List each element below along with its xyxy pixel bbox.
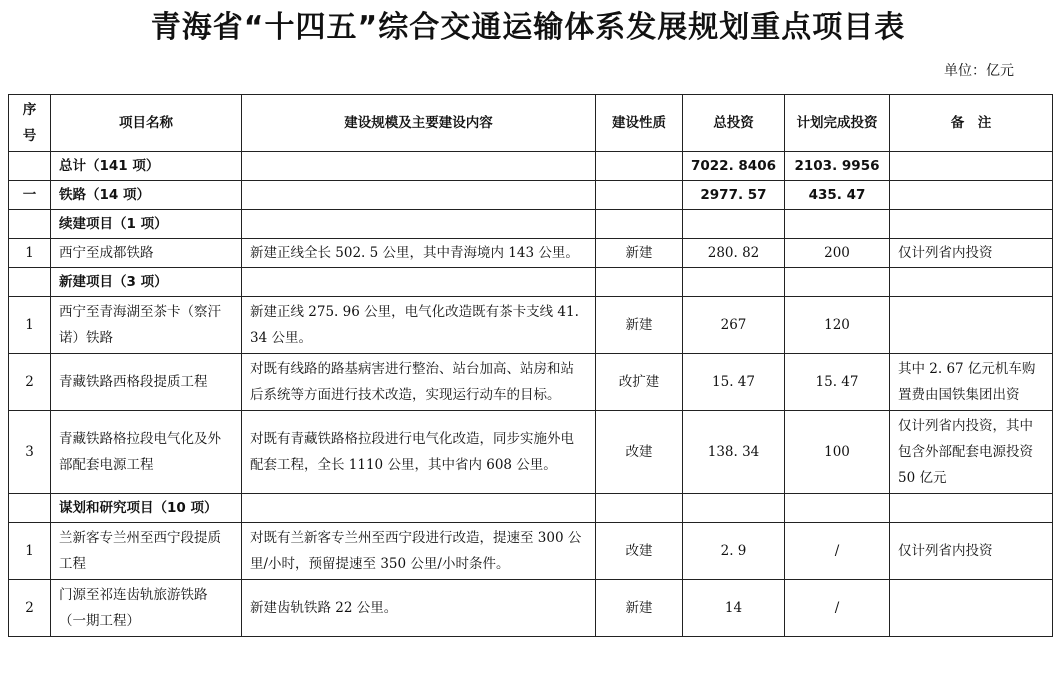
row-nature: 改建 — [596, 411, 683, 494]
row-planned: / — [785, 580, 890, 637]
header-nature: 建设性质 — [596, 95, 683, 152]
row-invest: 280. 82 — [683, 239, 785, 268]
row-name: 青藏铁路格拉段电气化及外部配套电源工程 — [51, 411, 242, 494]
section-new: 新建项目（3 项） — [51, 268, 242, 297]
row-content: 对既有兰新客专兰州至西宁段进行改造，提速至 300 公里/小时，预留提速至 350 公里/小时条件。 — [242, 523, 596, 580]
row-name: 门源至祁连齿轨旅游铁路（一期工程） — [51, 580, 242, 637]
row-invest: 2. 9 — [683, 523, 785, 580]
row-name: 西宁至青海湖至茶卡（察汗诺）铁路 — [51, 297, 242, 354]
railway-planned: 435. 47 — [785, 181, 890, 210]
row-nature: 新建 — [596, 239, 683, 268]
row-invest: 15. 47 — [683, 354, 785, 411]
section-row — [9, 210, 1053, 239]
railway-name: 铁路（14 项） — [51, 181, 242, 210]
header-no: 序号 — [9, 95, 51, 152]
section-row — [9, 268, 1053, 297]
railway-row — [9, 181, 1053, 210]
header-note: 备 注 — [890, 95, 1053, 152]
row-no: 2 — [9, 580, 51, 637]
unit-label: 单位：亿元 — [944, 63, 1014, 79]
section-continuing: 续建项目（1 项） — [51, 210, 242, 239]
project-table — [8, 94, 1053, 637]
row-note: 其中 2. 67 亿元机车购置费由国铁集团出资 — [890, 354, 1053, 411]
row-note — [890, 297, 1053, 354]
row-name: 青藏铁路西格段提质工程 — [51, 354, 242, 411]
total-planned: 2103. 9956 — [785, 152, 890, 181]
total-name: 总计（141 项） — [51, 152, 242, 181]
table-row — [9, 297, 1053, 354]
row-note: 仅计列省内投资，其中包含外部配套电源投资 50 亿元 — [890, 411, 1053, 494]
railway-no: 一 — [9, 181, 51, 210]
row-planned: 200 — [785, 239, 890, 268]
row-name: 西宁至成都铁路 — [51, 239, 242, 268]
table-row — [9, 354, 1053, 411]
table-row — [9, 239, 1053, 268]
header-planned: 计划完成投资 — [785, 95, 890, 152]
row-planned: 15. 47 — [785, 354, 890, 411]
row-nature: 改扩建 — [596, 354, 683, 411]
row-content: 新建齿轨铁路 22 公里。 — [242, 580, 596, 637]
row-nature: 新建 — [596, 297, 683, 354]
total-row — [9, 152, 1053, 181]
row-invest: 267 — [683, 297, 785, 354]
row-planned: 120 — [785, 297, 890, 354]
row-note: 仅计列省内投资 — [890, 523, 1053, 580]
row-content: 对既有青藏铁路格拉段进行电气化改造，同步实施外电配套工程，全长 1110 公里，其中省内 608 公里。 — [242, 411, 596, 494]
row-content: 新建正线全长 502. 5 公里，其中青海境内 143 公里。 — [242, 239, 596, 268]
row-no: 1 — [9, 239, 51, 268]
row-planned: / — [785, 523, 890, 580]
row-name: 兰新客专兰州至西宁段提质工程 — [51, 523, 242, 580]
section-row — [9, 494, 1053, 523]
header-name: 项目名称 — [51, 95, 242, 152]
row-note: 仅计列省内投资 — [890, 239, 1053, 268]
section-planning: 谋划和研究项目（10 项） — [51, 494, 242, 523]
row-content: 新建正线 275. 96 公里，电气化改造既有茶卡支线 41. 34 公里。 — [242, 297, 596, 354]
header-content: 建设规模及主要建设内容 — [242, 95, 596, 152]
row-planned: 100 — [785, 411, 890, 494]
page-title: 青海省“十四五”综合交通运输体系发展规划重点项目表 — [150, 10, 906, 45]
header-row — [9, 95, 1053, 152]
row-invest: 14 — [683, 580, 785, 637]
row-no: 3 — [9, 411, 51, 494]
table-row — [9, 523, 1053, 580]
row-invest: 138. 34 — [683, 411, 785, 494]
row-no: 1 — [9, 297, 51, 354]
row-no: 2 — [9, 354, 51, 411]
table-row — [9, 411, 1053, 494]
row-note — [890, 580, 1053, 637]
railway-invest: 2977. 57 — [683, 181, 785, 210]
row-no: 1 — [9, 523, 51, 580]
row-content: 对既有线路的路基病害进行整治、站台加高、站房和站后系统等方面进行技术改造，实现运行动车的目标。 — [242, 354, 596, 411]
row-nature: 新建 — [596, 580, 683, 637]
table-row — [9, 580, 1053, 637]
total-invest: 7022. 8406 — [683, 152, 785, 181]
header-invest: 总投资 — [683, 95, 785, 152]
row-nature: 改建 — [596, 523, 683, 580]
